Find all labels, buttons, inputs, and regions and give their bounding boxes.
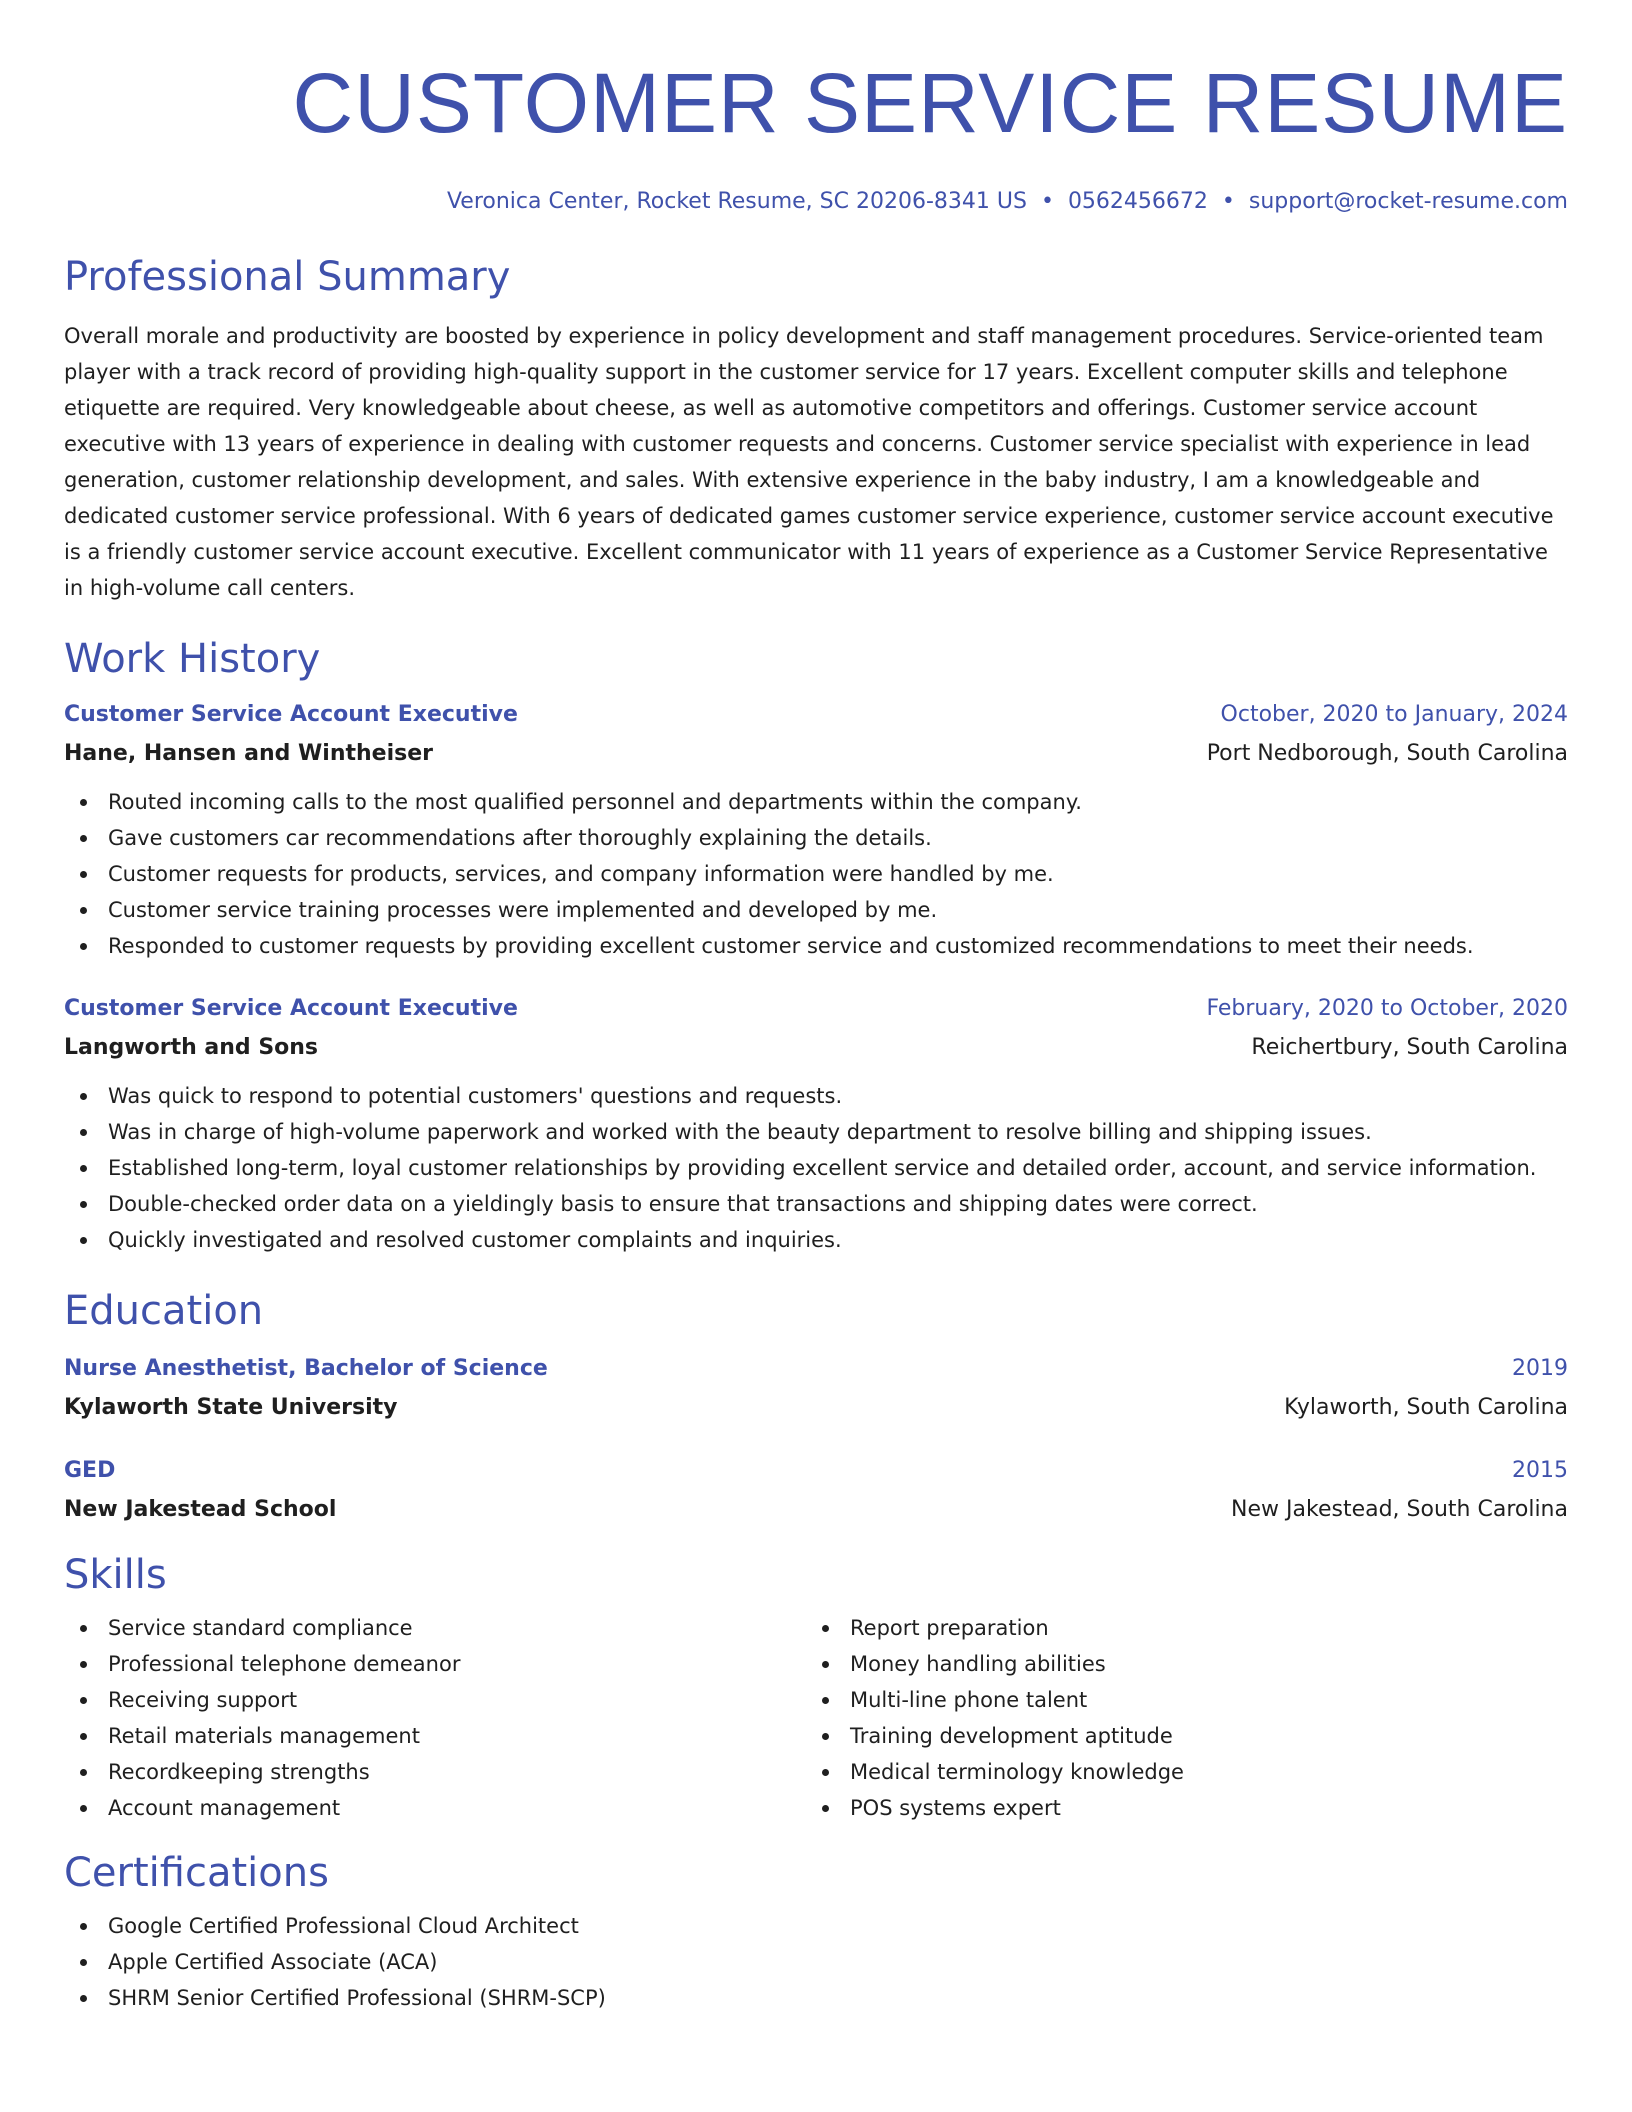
job-title: Customer Service Account Executive	[64, 996, 518, 1021]
education-school: Kylaworth State University	[64, 1395, 398, 1420]
skills-section	[64, 1550, 1568, 1826]
job-company: Langworth and Sons	[64, 1035, 319, 1060]
summary-heading: Professional Summary	[64, 254, 511, 300]
job-entry	[64, 696, 1568, 964]
certification-item: Google Certified Professional Cloud Architect	[64, 1908, 1568, 1944]
job-company-row	[64, 1028, 1568, 1068]
summary-text: Overall morale and productivity are boosted by experience in policy development and staff management procedures. Service-oriented team player with a track record of providing high-quality support in the customer service for 17 years. Excellent computer skills and telephone etiquette are required. Very knowledgeable about cheese, as well as automotive competitors and offerings. Customer service account executive with 13 years of experience in dealing with customer requests and concerns. Customer service specialist with experience in lead generation, customer relationship development, and sales. With extensive experience in the baby industry, I am a knowledgeable and dedicated customer service professional. With 6 years of dedicated games customer service experience, customer service account executive is a friendly customer service account executive. Excellent communicator with 11 years of experience as a Customer Service Representative in high-volume call centers.	[64, 324, 1554, 600]
skills-columns	[64, 1610, 1568, 1826]
certifications-section	[64, 1848, 1568, 2016]
contact-address: Veronica Center, Rocket Resume, SC 20206-8341 US	[446, 189, 1027, 214]
education-header-row	[64, 1350, 1568, 1388]
skill-item: Money handling abilities	[806, 1646, 1548, 1682]
skill-item: Medical terminology knowledge	[806, 1754, 1548, 1790]
job-bullet: Was quick to respond to potential customers' questions and requests.	[64, 1078, 1568, 1114]
education-entry	[64, 1350, 1568, 1428]
skill-item: Account management	[64, 1790, 806, 1826]
job-company: Hane, Hansen and Wintheiser	[64, 741, 434, 766]
job-bullet: Customer service training processes were implemented and developed by me.	[64, 892, 1568, 928]
work-history-heading: Work History	[64, 636, 321, 682]
job-location: Reichertbury, South Carolina	[1251, 1035, 1568, 1060]
job-location: Port Nedborough, South Carolina	[1206, 741, 1568, 766]
skills-list	[64, 1610, 806, 1826]
job-bullets	[64, 1078, 1568, 1258]
job-bullet: Responded to customer requests by providing excellent customer service and customized recommendations to meet their needs.	[64, 928, 1568, 964]
contact-phone: 0562456672	[1067, 189, 1208, 214]
job-header-row	[64, 696, 1568, 734]
job-bullet: Double-checked order data on a yieldingly basis to ensure that transactions and shipping dates were correct.	[64, 1186, 1568, 1222]
certification-item: Apple Certified Associate (ACA)	[64, 1944, 1568, 1980]
education-location: New Jakestead, South Carolina	[1231, 1497, 1568, 1522]
education-school-row	[64, 1388, 1568, 1428]
contact-line	[64, 186, 1568, 218]
education-year: 2015	[1512, 1458, 1568, 1483]
education-year: 2019	[1512, 1356, 1568, 1381]
certifications-list	[64, 1908, 1568, 2016]
job-bullet: Was in charge of high-volume paperwork and worked with the beauty department to resolve billing and shipping issues.	[64, 1114, 1568, 1150]
skills-list	[806, 1610, 1548, 1826]
skills-heading: Skills	[64, 1552, 167, 1598]
job-bullet: Quickly investigated and resolved customer complaints and inquiries.	[64, 1222, 1568, 1258]
skill-item: Professional telephone demeanor	[64, 1646, 806, 1682]
skill-item: Report preparation	[806, 1610, 1548, 1646]
summary-section	[64, 252, 1568, 606]
job-dates: October, 2020 to January, 2024	[1220, 702, 1568, 727]
job-title: Customer Service Account Executive	[64, 702, 518, 727]
education-school-row	[64, 1490, 1568, 1530]
contact-separator: •	[1040, 189, 1054, 214]
skill-item: Retail materials management	[64, 1718, 806, 1754]
job-bullet: Established long-term, loyal customer relationships by providing excellent service and detailed order, account, and service information.	[64, 1150, 1568, 1186]
skill-item: Receiving support	[64, 1682, 806, 1718]
resume-title: CUSTOMER SERVICE RESUME	[292, 56, 1568, 150]
skills-column-right	[806, 1610, 1548, 1826]
skill-item: Recordkeeping strengths	[64, 1754, 806, 1790]
education-degree: Nurse Anesthetist, Bachelor of Science	[64, 1356, 548, 1381]
contact-email: support@rocket-resume.com	[1248, 189, 1568, 214]
skill-item: Training development aptitude	[806, 1718, 1548, 1754]
work-history-section	[64, 634, 1568, 1258]
job-bullets	[64, 784, 1568, 964]
education-school: New Jakestead School	[64, 1497, 337, 1522]
skill-item: POS systems expert	[806, 1790, 1548, 1826]
contact-separator: •	[1221, 189, 1235, 214]
job-header-row	[64, 990, 1568, 1028]
job-entry	[64, 990, 1568, 1258]
certification-item: SHRM Senior Certified Professional (SHRM-SCP)	[64, 1980, 1568, 2016]
certifications-heading: Certifications	[64, 1850, 329, 1896]
skill-item: Multi-line phone talent	[806, 1682, 1548, 1718]
skills-column-left	[64, 1610, 806, 1826]
job-dates: February, 2020 to October, 2020	[1206, 996, 1568, 1021]
education-entry	[64, 1452, 1568, 1530]
education-heading: Education	[64, 1288, 264, 1334]
job-bullet: Routed incoming calls to the most qualified personnel and departments within the company.	[64, 784, 1568, 820]
skill-item: Service standard compliance	[64, 1610, 806, 1646]
job-bullet: Customer requests for products, services, and company information were handled by me.	[64, 856, 1568, 892]
education-degree: GED	[64, 1458, 116, 1483]
education-header-row	[64, 1452, 1568, 1490]
job-bullet: Gave customers car recommendations after thoroughly explaining the details.	[64, 820, 1568, 856]
education-section	[64, 1286, 1568, 1530]
education-location: Kylaworth, South Carolina	[1284, 1395, 1568, 1420]
job-company-row	[64, 734, 1568, 774]
